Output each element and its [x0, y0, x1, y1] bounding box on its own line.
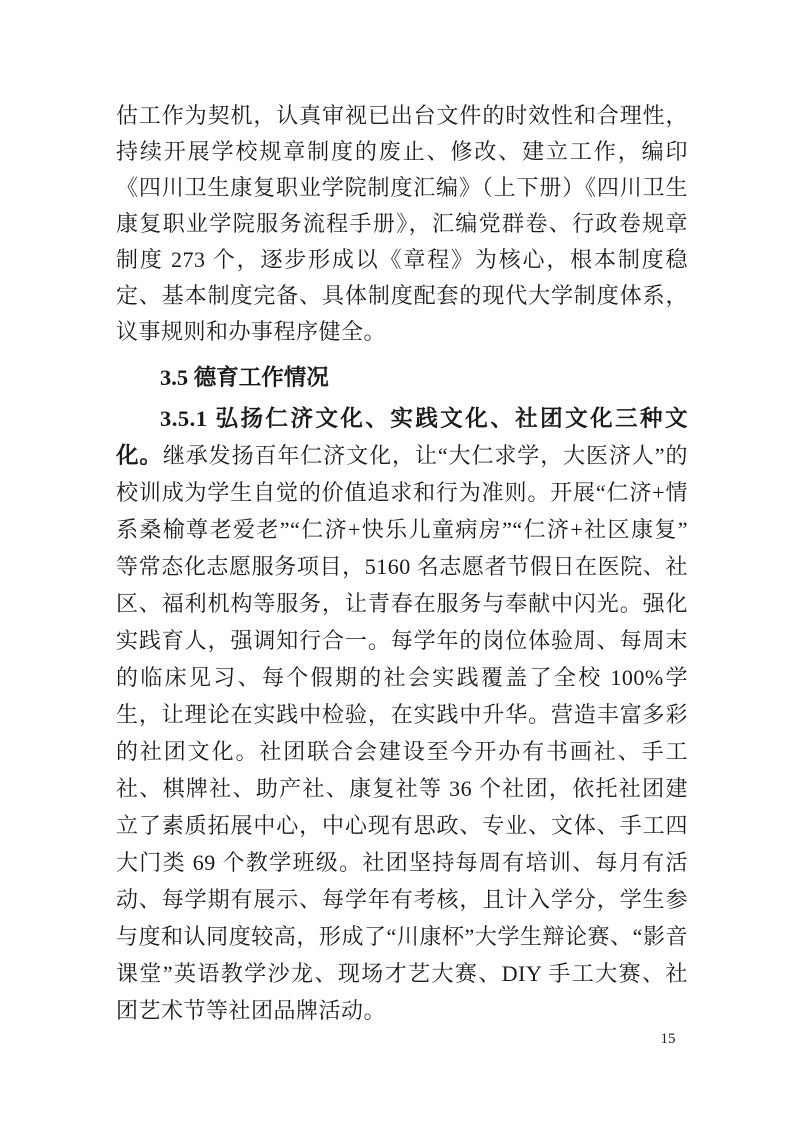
- paragraph-three-cultures: [116, 400, 688, 1029]
- heading-3-5-moral-education: 3.5 德育工作情况: [160, 365, 329, 390]
- paragraph-three-cultures-body: 继承发扬百年仁济文化，让“大仁求学，大医济人”的校训成为学生自觉的价值追求和行为准则。开展“仁济+情系桑榆尊老爱老”“仁济+快乐儿童病房”“仁济+社区康复”等常态化志愿服务项目，5160 名志愿者节假日在医院、社区、福利机构等服务，让青春在服务与奉献中闪光。强化实践育人，强调知行合一。每学年的岗位体验周、每周末的临床见习、每个假期的社会实践覆盖了全校 100%学生，让理论在实践中检验，在实践中升华。营造丰富多彩的社团文化。社团联合会建设至今开办有书画社、手工社、棋牌社、助产社、康复社等 36 个社团，依托社团建立了素质拓展中心，中心现有思政、专业、文体、手工四大门类 69 个教学班级。社团坚持每周有培训、每月有活动、每学期有展示、每学年有考核，且计入学分，学生参与度和认同度较高，形成了“川康杯”大学生辩论赛、“影音课堂”英语教学沙龙、现场才艺大赛、DIY 手工大赛、社团艺术节等社团品牌活动。: [116, 443, 688, 1023]
- page-number: 15: [660, 1031, 676, 1047]
- paragraph-system-building-continued: 估工作为契机，认真审视已出台文件的时效性和合理性，持续开展学校规章制度的废止、修改、建立工作，编印《四川卫生康复职业学院制度汇编》（上下册）《四川卫生康复职业学院服务流程手册》，汇编党群卷、行政卷规章制度 273 个，逐步形成以《章程》为核心，根本制度稳定、基本制度完备、具体制度配套的现代大学制度体系，议事规则和办事程序健全。: [116, 103, 688, 344]
- heading-3-5-1-three-cultures: 3.5.1 弘扬仁济文化、实践文化、社团文化三种文化。: [116, 406, 688, 468]
